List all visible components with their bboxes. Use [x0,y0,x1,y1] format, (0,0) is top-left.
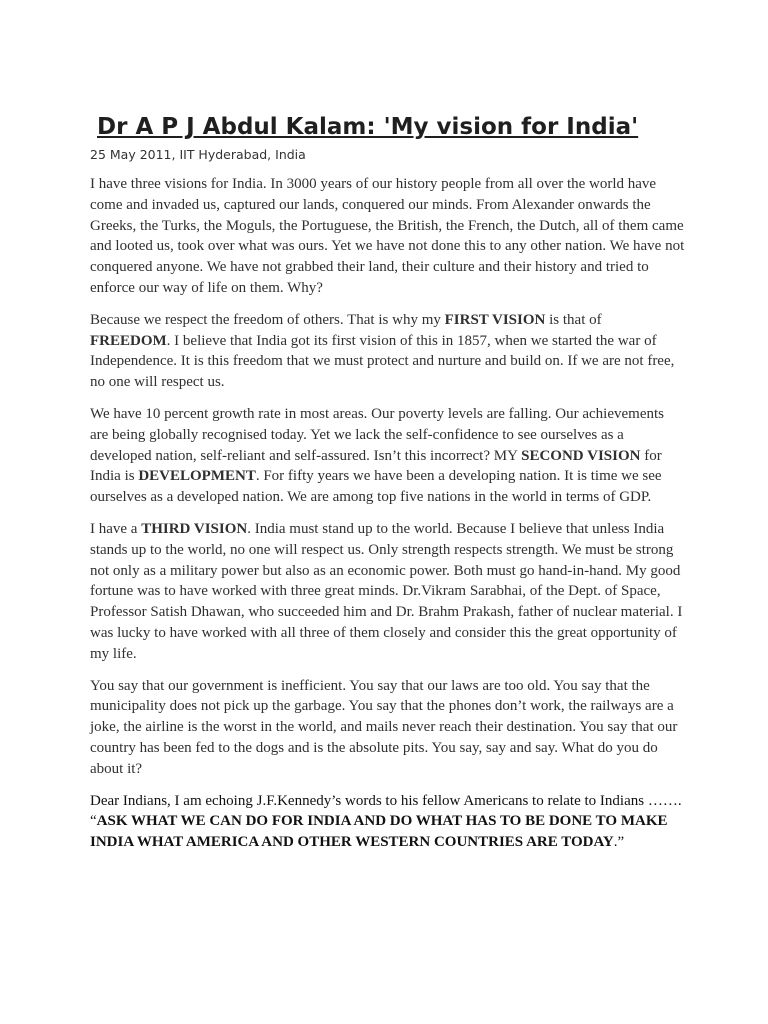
article [90,110,690,864]
paragraph-text: Dear Indians, I am echoing J.F.Kennedy’s words to his fellow Americans to relate to Indians ……. “ [90,792,682,830]
paragraph-third-vision [90,519,685,665]
paragraph-complaints-text: You say that our government is inefficient. You say that our laws are too old. You say that the municipality does not pick up the garbage. You say that the phones don’t work, the railways are a joke, the airline is the worst in the world, and mails never reach their destination. You say that our country has been fed to the dogs and is the absolute pits. You say, say and say. What do you do about it? [90,677,678,777]
paragraph-text: . I believe that India got its first vision of this in 1857, when we started the war of Independence. It is this freedom that we must protect and nurture and build on. If we are not free, no one will respect us. [90,332,675,391]
paragraph-text: .” [613,834,625,851]
paragraph-text: is that of [545,311,602,328]
paragraph-text: . India must stand up to the world. Because I believe that unless India stands up to the world, no one will respect us. Only strength respects strength. We must be strong not only as a military power but also as an economic power. Both must go hand-in-hand. My good fortune was to have worked with three great minds. Dr.Vikram Sarabhai, of the Dept. of Space, Professor Satish Dhawan, who succeeded him and Dr. Brahm Prakash, father of nuclear material. I was lucky to have worked with all three of them closely and consider this the great opportunity of my life. [90,520,683,662]
paragraph-text: We have 10 percent growth rate in most areas. Our poverty levels are falling. Our achievements are being globally recognised today. Yet we lack the self-confidence to see ourselves as a developed nation, self-reliant and self-assured. Isn’t this incorrect? MY [90,405,664,464]
paragraph-intro [90,174,685,299]
second-vision-label: SECOND VISION [521,447,641,464]
paragraph-first-vision [90,310,685,393]
paragraph-text: I have a [90,520,142,537]
paragraph-text: . For fifty years we have been a developing nation. It is time we see ourselves as a developed nation. We are among top five nations in the world in terms of GDP. [90,468,662,506]
article-dateline: 25 May 2011, IIT Hyderabad, India [90,147,306,162]
third-vision-label: THIRD VISION [141,520,248,537]
paragraph-kennedy-quote [90,791,685,853]
development-label: DEVELOPMENT [138,468,256,485]
paragraph-intro-text: I have three visions for India. In 3000 years of our history people from all over the world have come and invaded us, captured our lands, conquered our minds. From Alexander onwards the Greeks, the Turks, the Moguls, the Portuguese, the British, the French, the Dutch, all of them came and looted us, took over what was ours. Yet we have not done this to any other nation. We have not conquered anyone. We have not grabbed their land, their culture and their history and tried to enforce our way of life on them. Why? [90,176,685,296]
paragraph-second-vision [90,404,685,508]
paragraph-text: Because we respect the freedom of others. That is why my [90,311,445,328]
paragraph-text: for India is [90,447,662,485]
article-title: Dr A P J Abdul Kalam: 'My vision for India' [97,114,639,140]
paragraph-complaints [90,676,685,780]
freedom-label: FREEDOM [90,332,167,349]
first-vision-label: FIRST VISION [444,311,546,328]
kennedy-quote: ASK WHAT WE CAN DO FOR INDIA AND DO WHAT HAS TO BE DONE TO MAKE INDIA WHAT AMERICA AND OTHER WESTERN COUNTRIES ARE TODAY [90,813,668,851]
